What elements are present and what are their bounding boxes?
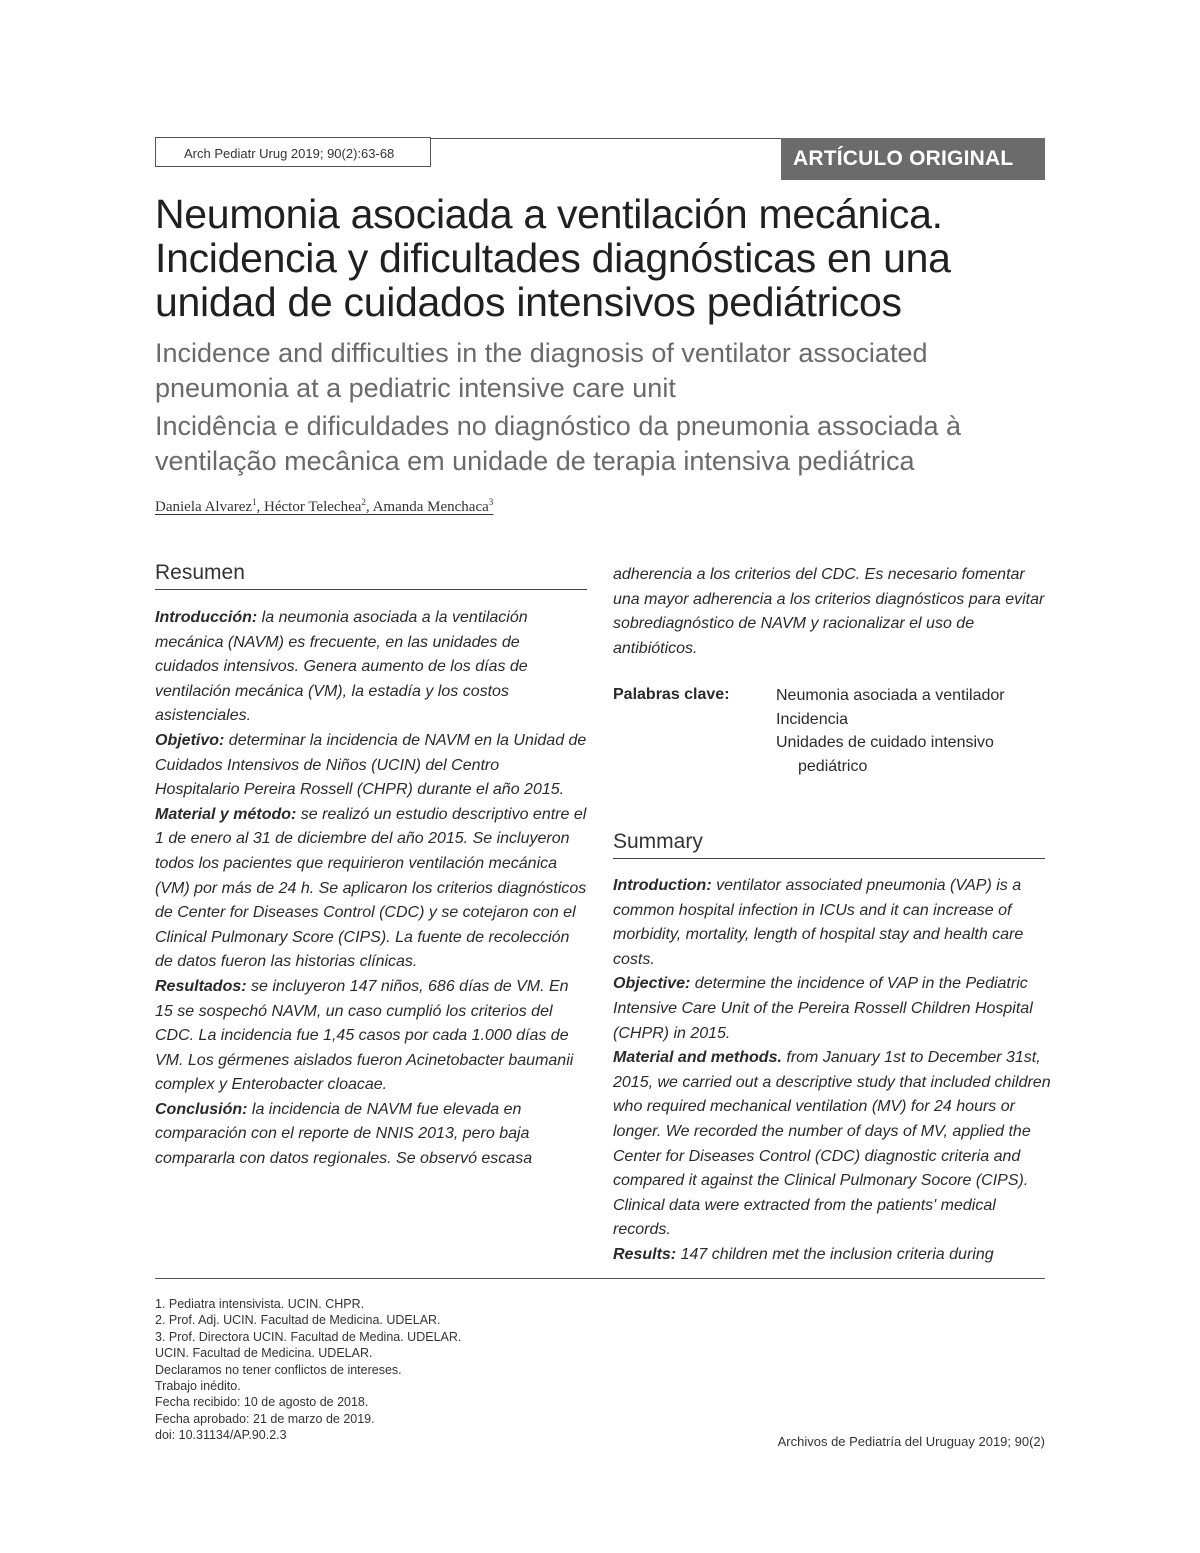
summary-heading: Summary [613, 830, 1045, 859]
paragraph-text: se incluyeron 147 niños, 686 días de VM. En 15 se sospechó NAVM, un caso cumplió los criterios del CDC. La incidencia fue 1,45 casos por cada 1.000 días de VM. Los gérmenes aislados fueron Acinetobacter baumanii complex y Enterobacter cloacae. [155, 977, 574, 1094]
abstract-paragraph [613, 1243, 1053, 1268]
article-type-badge: ARTÍCULO ORIGINAL [781, 138, 1045, 180]
paragraph-label: Objetivo: [155, 731, 225, 749]
footnote-line: 3. Prof. Directora UCIN. Facultad de Medina. UDELAR. [155, 1329, 462, 1344]
abstract-paragraph [613, 972, 1053, 1046]
abstract-paragraph: adherencia a los criterios del CDC. Es necesario fomentar una mayor adherencia a los criterios diagnósticos para evitar sobrediagnóstico de NAVM y racionalizar el uso de antibióticos. [613, 566, 1045, 657]
resumen-body [155, 606, 587, 1172]
paragraph-text: determinar la incidencia de NAVM en la Unidad de Cuidados Intensivos de Niños (UCIN) del Centro Hospitalario Pereira Rossell (CHPR) durante el año 2015. [155, 731, 587, 799]
paragraph-label: Results: [613, 1245, 677, 1263]
keyword-item: Unidades de cuidado intensivo [776, 734, 994, 751]
abstract-paragraph [155, 1098, 587, 1172]
footnote-line: Declaramos no tener conflictos de intereses. [155, 1362, 402, 1377]
paragraph-label: Introduction: [613, 877, 712, 894]
resumen-heading: Resumen [155, 561, 587, 590]
journal-citation: Arch Pediatr Urug 2019; 90(2):63-68 [184, 146, 395, 161]
article-title [155, 192, 1055, 324]
abstract-paragraph [155, 606, 587, 729]
paragraph-label: Objective: [613, 975, 691, 993]
paragraph-label: Material and methods. [613, 1049, 782, 1067]
title-line: Neumonia asociada a ventilación mecánica. [155, 191, 943, 237]
author-name: Héctor Telechea [264, 499, 362, 515]
subtitle-line: ventilação mecânica em unidade de terapia intensiva pediátrica [155, 446, 915, 476]
subtitle-line: Incidência e dificuldades no diagnóstico da pneumonia associada à [155, 411, 962, 441]
footnote-line: 2. Prof. Adj. UCIN. Facultad de Medicina. UDELAR. [155, 1313, 441, 1328]
paragraph-label: Material y método: [155, 805, 297, 823]
footnote-line: 1. Pediatra intensivista. UCIN. CHPR. [155, 1297, 365, 1311]
citation-box [155, 137, 431, 167]
paragraph-label: Conclusión: [155, 1100, 248, 1118]
author-affiliation: 1 [252, 497, 257, 507]
footnote-line: doi: 10.31134/AP.90.2.3 [155, 1428, 287, 1443]
title-line: unidad de cuidados intensivos pediátricos [155, 279, 902, 325]
paragraph-label: Introducción: [155, 609, 258, 626]
summary-body [613, 874, 1053, 1268]
resumen-continuation [613, 563, 1045, 661]
keywords-list [776, 684, 1046, 778]
paragraph-text: ventilator associated pneumonia (VAP) is a common hospital infection in ICUs and it can increase of morbidity, mortality, length of hospital stay and health care costs. [613, 877, 1024, 968]
paragraph-text: la neumonia asociada a la ventilación mecánica (NAVM) es frecuente, en las unidades de cuidados intensivos. Genera aumento de los días de ventilación mecánica (VM), la estadía y los costos asistenciales. [155, 609, 528, 725]
abstract-paragraph [613, 1046, 1053, 1243]
author-affiliation: 2 [361, 497, 366, 507]
footnotes [155, 1296, 461, 1444]
abstract-paragraph [155, 803, 587, 975]
author-name: Daniela Alvarez [155, 499, 253, 515]
paragraph-text: determine the incidence of VAP in the Pediatric Intensive Care Unit of the Pereira Rossell Children Hospital (CHPR) in 2015. [613, 975, 1033, 1042]
keyword-item: pediátrico [798, 757, 868, 775]
keywords-label: Palabras clave: [613, 686, 730, 703]
subtitle-line: pneumonia at a pediatric intensive care unit [155, 373, 676, 403]
abstract-paragraph [155, 729, 587, 803]
footnote-line: UCIN. Facultad de Medicina. UDELAR. [155, 1346, 373, 1361]
abstract-paragraph [613, 874, 1053, 972]
subtitle-portuguese [155, 409, 1055, 479]
title-line: Incidencia y dificultades diagnósticas en una [155, 235, 951, 281]
paragraph-text: from January 1st to December 31st, 2015, we carried out a descriptive study that included children who required mechanical ventilation (MV) for 24 hours or longer. We recorded the number of days of MV, applied the Center for Diseases Control (CDC) diagnostic criteria and compared it against the Clinical Pulmonary Socore (CIPS). Clinical data were extracted from the patients' medical records. [613, 1049, 1051, 1239]
footnote-line: Fecha aprobado: 21 de marzo de 2019. [155, 1411, 375, 1426]
footnote-line: Fecha recibido: 10 de agosto de 2018. [155, 1395, 369, 1410]
author-name: Amanda Menchaca [372, 499, 489, 515]
paragraph-text: se realizó un estudio descriptivo entre el 1 de enero al 31 de diciembre del año 2015. Se incluyeron todos los pacientes que requirieron ventilación mecánica (VM) por más de 24 h. Se aplicaron los criterios diagnósticos de Center for Diseases Control (CDC) y se cotejaron con el Clinical Pulmonary Score (CIPS). La fuente de recolección de datos fueron las historias clínicas. [155, 805, 587, 971]
paragraph-text: la incidencia de NAVM fue elevada en comparación con el reporte de NNIS 2013, pero baja compararla con datos regionales. Se observó escasa [155, 1100, 533, 1168]
paragraph-text: 147 children met the inclusion criteria during [676, 1245, 994, 1263]
abstract-paragraph [155, 975, 587, 1098]
keyword-item: Incidencia [776, 710, 849, 728]
subtitle-line: Incidence and difficulties in the diagnosis of ventilator associated [155, 338, 928, 368]
subtitle-english [155, 336, 1055, 406]
keyword-item: Neumonia asociada a ventilador [776, 687, 1005, 704]
footnote-line: Trabajo inédito. [155, 1379, 241, 1394]
running-footer: Archivos de Pediatría del Uruguay 2019; 90(2) [777, 1434, 1045, 1449]
author-affiliation: 3 [488, 497, 494, 507]
author-list: Daniela Alvarez$^1$, Héctor Telechea$^2$, Amanda Menchaca$^3$ [155, 497, 494, 515]
paragraph-label: Resultados: [155, 977, 247, 995]
footnote-rule [155, 1278, 1045, 1279]
